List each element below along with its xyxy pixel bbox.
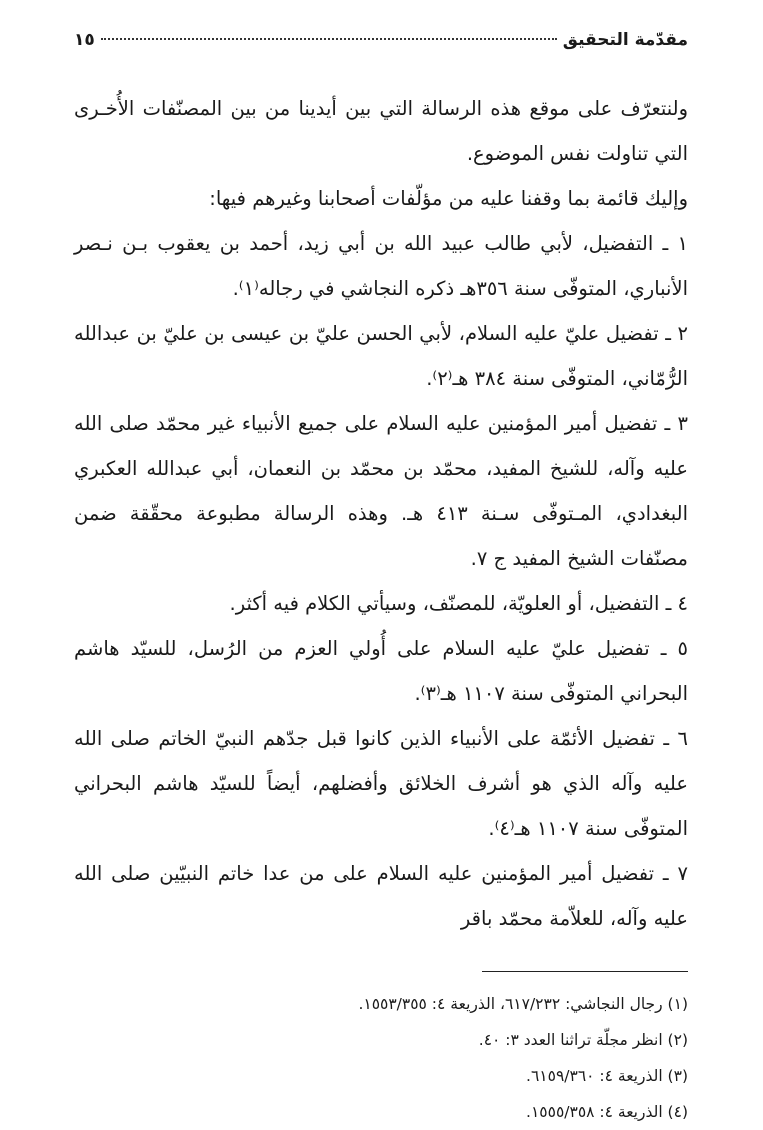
footnotes (74, 986, 688, 1130)
list-item: ٢ ـ تفضيل عليّ عليه السلام، لأبي الحسن عليّ بن عيسى بن عليّ بن عبدالله الرُّمّاني، المتوفّى سنة ٣٨٤ هـ⁽٢⁾. (74, 322, 688, 390)
list-item: ٣ ـ تفضيل أمير المؤمنين عليه السلام على جميع الأنبياء غير محمّد صلى الله عليه وآله، للشيخ المفيد، محمّد بن محمّد بن النعمان، أبي عبدالله العكبري البغدادي، المـتوفّى سـنة ٤١٣ هـ. وهذه الرسالة مطبوعة محقّقة ضمن مصنّفات الشيخ المفيد ج ٧. (74, 412, 688, 570)
footnote-separator (482, 971, 688, 972)
running-header (74, 30, 688, 64)
list-item: ٥ ـ تفضيل عليّ عليه السلام على أُولي العزم من الرُسل، للسيّد هاشم البحراني المتوفّى سنة ١١٠٧ هـ⁽٣⁾. (74, 637, 688, 705)
book-page (74, 30, 688, 1121)
list-item: ١ ـ التفضيل، لأبي طالب عبيد الله بن أبي زيد، أحمد بن يعقوب بـن نـصر الأنباري، المتوفّى سنة ٣٥٦هـ ذكره النجاشي في رجاله⁽١⁾. (74, 232, 688, 300)
list-item: ٧ ـ تفضيل أمير المؤمنين عليه السلام على من عدا خاتم النبيّين صلى الله عليه وآله، للعلاّمة محمّد باقر (74, 862, 688, 930)
page-number: ١٥ (74, 30, 95, 50)
footnote: (١) رجال النجاشي: ٦١٧/٢٣٢، الذريعة ٤: ١٥٥٣/٣٥٥. (358, 995, 688, 1013)
paragraph: وإليك قائمة بما وقفنا عليه من مؤلّفات أصحابنا وغيرهم فيها: (209, 187, 688, 210)
list-item: ٤ ـ التفضيل، أو العلويّة، للمصنّف، وسيأتي الكلام فيه أكثر. (229, 592, 688, 615)
footnote: (٢) انظر مجلّة تراثنا العدد ٣: ٤٠. (478, 1031, 688, 1049)
main-text (74, 86, 688, 941)
footnote: (٣) الذريعة ٤: ٦١٥٩/٣٦٠. (526, 1067, 688, 1085)
list-item: ٦ ـ تفضيل الأئمّة على الأنبياء الذين كانوا قبل جدّهم النبيّ الخاتم صلى الله عليه وآله الذي هو أشرف الخلائق وأفضلهم، أيضاً للسيّد هاشم البحراني المتوفّى سنة ١١٠٧ هـ⁽٤⁾. (74, 727, 688, 840)
header-title: مقدّمة التحقيق (562, 30, 688, 50)
footnote: (٤) الذريعة ٤: ١٥٥٥/٣٥٨. (526, 1103, 688, 1121)
header-dot-leader (101, 38, 557, 40)
paragraph: ولنتعرّف على موقع هذه الرسالة التي بين أيدينا من بين المصنّفات الأُخـرى التي تناولت نفس الموضوع. (74, 97, 688, 165)
